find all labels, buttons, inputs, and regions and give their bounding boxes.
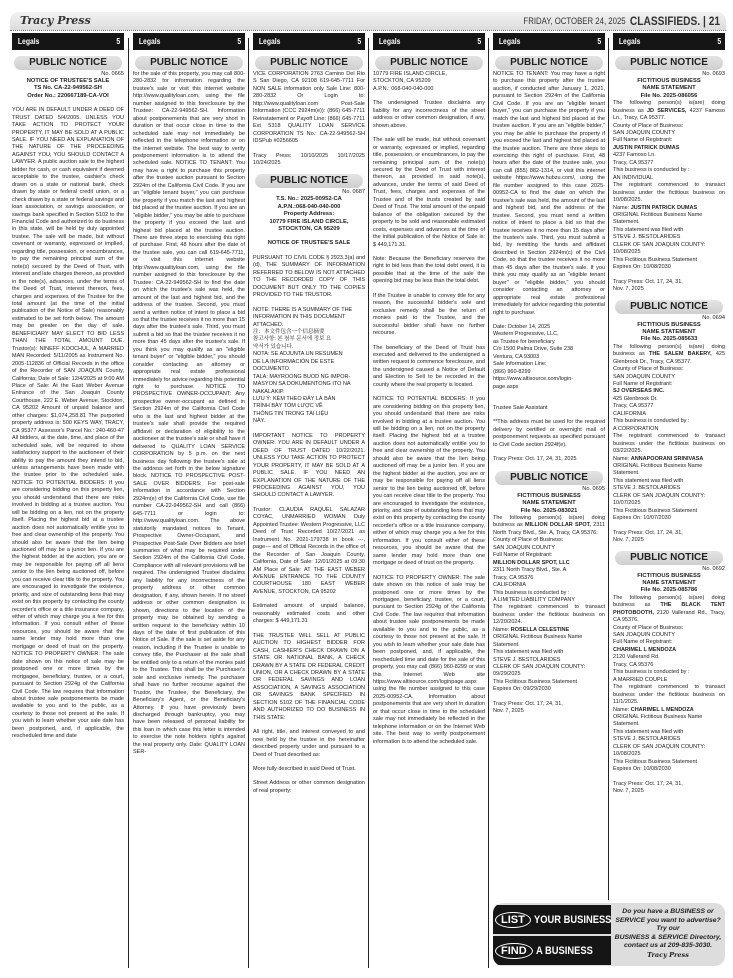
column-header-number: 5	[716, 37, 721, 46]
notice-title-line: File No. 2025-085786	[640, 587, 698, 594]
notice-line: NAKALAKIP.	[253, 388, 285, 395]
notice-line: STEVE J. BESTOLARIDES	[613, 736, 681, 743]
notice-line: THÔNG TIN TRONG TÀI LIỆU	[253, 410, 329, 417]
notice-paragraph	[613, 100, 725, 122]
spacer	[493, 694, 605, 701]
notice-paragraph: IMPORTANT NOTICE TO PROPERTY OWNER: YOU ARE IN DEFAULT UNDER A DEED OF TRUST DATED 10/22/2021. UNLESS YOU TAKE ACTION TO PROTECT YOUR PROPERTY, IT MAY BE SOLD AT A PUBLIC SALE. IF YOU NEED AN EXPLANATION OF THE NATURE OF THE PROCEEDING AGAINST YOU, YOU SHOULD CONTACT A LAWYER.	[253, 432, 365, 499]
notice-line: 참고사항: 본 첨부 문서에 정보 요	[253, 336, 332, 343]
spacer	[493, 398, 605, 405]
notice-line: INFORMATION IN THIS DOCUMENT	[253, 314, 346, 321]
public-notice-heading: PUBLIC NOTICE	[14, 56, 122, 70]
notice-line: Statement.	[613, 470, 640, 477]
notice-title-line: TS No. CA-22-949562-SH	[34, 85, 102, 92]
notice-paragraph	[493, 515, 605, 537]
notice-lines	[253, 307, 365, 426]
public-notice-heading: PUBLIC NOTICE	[495, 56, 603, 70]
notice-line: NOTE: THERE IS A SUMMARY OF THE	[253, 306, 353, 313]
notice-line: This business is conducted by :	[493, 589, 570, 596]
notice-lines	[613, 123, 725, 183]
text-segment: 425 Glenbrook Dr., Tracy, CA 95377.	[613, 351, 725, 365]
notice-line	[613, 205, 725, 212]
column-header	[493, 33, 605, 50]
notice-paragraph: All right, title, and interest conveyed to and now held by the trustee in the hereinafter described property under and pursuant to a Deed of Trust described as:	[253, 729, 365, 758]
notice-line: ATTACHED.	[253, 321, 284, 328]
public-notice-heading: PUBLIC NOTICE	[495, 471, 603, 485]
spacer	[373, 93, 485, 100]
notice-lines	[493, 627, 605, 694]
masthead-divider	[10, 30, 726, 31]
notice-paragraph: The undersigned Trustee disclaims any liability for any incorrectness of the street address or other common designation, if any, shown above.	[373, 100, 485, 129]
text-segment: THE BLACK TENT PHOTOBOOTH,	[613, 602, 725, 616]
notice-lines	[613, 781, 725, 796]
notice-line: TALA: MAYROONG BUOD NG IMPOR-	[253, 373, 351, 380]
notice-title-line: NAME STATEMENT	[522, 500, 576, 507]
notice-title-line: NOTICE OF TRUSTEE'S SALE	[26, 78, 110, 84]
column-header	[373, 33, 485, 50]
legals-column	[253, 33, 365, 968]
notice-title	[253, 240, 365, 247]
notice-line: DOCUMENTO.	[253, 366, 291, 373]
notice-line: This statement was filed with	[613, 728, 684, 735]
notice-lines	[613, 707, 725, 774]
notice-line: Expires On: 09/29/2030	[493, 686, 551, 693]
notice-number: No. 0694	[702, 314, 725, 321]
notice-title-line: 10779 FIRE ISLAND CIRCLE,	[269, 218, 349, 225]
notice-line: This business is conducted by :	[613, 167, 690, 174]
notice-line: Expires On: 10/08/2030	[613, 766, 671, 773]
issue-date: FRIDAY, OCTOBER 24, 2025	[523, 16, 626, 27]
notice-line: MILLION DOLLAR SPOT, LLC	[493, 559, 570, 566]
notice-line: MASYON SA DOKUMENTONG ITO NA	[253, 381, 351, 388]
notice-number: No. 0695	[582, 485, 605, 492]
notice-line: SAN JOAQUIN COUNTY	[613, 632, 676, 639]
list-oval: LIST	[495, 912, 531, 928]
notice-line: This statement was filed with	[493, 649, 564, 656]
notice-title	[12, 78, 124, 100]
notice-lines	[613, 279, 725, 294]
text-segment: 2311 North Tracy Blvd., Ste. A, Tracy, CA 95376.	[493, 522, 605, 536]
notice-line: This business is conducted by :	[613, 669, 690, 676]
notice-line: https://www.altisource.com/login-	[493, 376, 574, 383]
notice-paragraph: NOTICE TO PROPERTY OWNER: The sale date shown on this notice of sale may be postponed one or more times by the mortgagee, beneficiary, trustee, or a court, pursuant to Section 2924g of the California Civil Code. The law requires that information about trustee sale postponements be made available to you and to the public, as a courtesy to those not present at the sale. If you wish to learn whether your sale date has been postponed, and, if applicable, the rescheduled time and date for the sale of this property, you may call (866) 960-8299 or visit this Internet Web site https://www.altisource.com/loginpage.aspx using the file number assigned to this case 2025-00952-CA. Information about postponements that are very short in duration or that occur close in time to the scheduled sale may not immediately be reflected in the telephone information or on the Internet Web site. The best way to verify postponement information is to attend the scheduled sale.	[373, 574, 485, 745]
column-header-label: Legals	[138, 37, 161, 46]
column-divider	[608, 38, 609, 900]
public-notice-heading: PUBLIC NOTICE	[255, 174, 363, 188]
notice-paragraph: Note: Because the Beneficiary reserves the right to bid less than the total debt owed, it is possible that at the time of the sale the opening bid may be less than the total debt.	[373, 255, 485, 285]
notice-title-line: File No. 2025-083021	[520, 507, 578, 514]
notice-number: No. 0687	[342, 189, 365, 196]
text-segment: The following person(s) is(are) doing business as	[613, 100, 725, 114]
text-segment: The following person(s) is(are) doing business as	[613, 343, 725, 358]
notice-line: SJ OVERSEAS INC.	[613, 388, 665, 395]
notice-line: SAN JOAQUIN COUNTY	[613, 373, 676, 380]
notice-title-line: Order No.: 220667189-CA-VOI	[27, 92, 109, 99]
notice-number: No. 0692	[702, 565, 725, 572]
notice-paragraph: More fully described in said Deed of Trust.	[253, 765, 356, 772]
notice-line: ORIGINAL Fictitious Business Name	[493, 634, 583, 641]
public-notice-heading: PUBLIC NOTICE	[375, 56, 483, 70]
notice-line: County of Place of Business:	[613, 122, 684, 129]
notice-title	[253, 196, 365, 233]
notice-title-line: NAME STATEMENT	[642, 579, 696, 586]
notice-line: This Fictitious Business Statement	[613, 256, 698, 263]
notice-paragraph: for the sale of this property, you may call 800-280-2832 for information regarding the trustee's sale or visit this internet website http://www.qualityloan.com, using the file number assigned to this foreclosure by the Trustee: CA-22-949562-SH. Information about postponements that are very short in duration or that occur close in time to the scheduled sale may not immediately be reflected in the telephone information or on the internet website. The best way to verify postponement information is to attend the scheduled sale. NOTICE TO TENANT: You may have a right to purchase this property after the trustee auction pursuant to Section 2924m of the California Civil Code. If you are an "eligible tenant buyer," you can purchase the property if you match the last and highest bid placed at the trustee auction. If you are an "eligible bidder," you may be able to purchase the property if you exceed the last and highest bid placed at the trustee auction. There are three steps to exercising this right of purchase. First, 48 hours after the date of the trustee sale, you can call 619-645-7711, or visit this internet website http://www.qualityloan.com, using the file number assigned to this foreclosure by the Trustee: CA-22-949562-SH to find the date on which the trustee's sale was held, the amount of the last and highest bid, and the address of the trustee. Second, you must send a written notice of intent to place a bid so that the trustee receives it no more than 15 days after the trustee's sale. Third, you must submit a bid so that the trustee receives it no more than 45 days after the trustee's sale. If you think you may qualify as an "eligible tenant buyer" or "eligible bidder," you should consider contacting an attorney or appropriate real estate professional immediately for advice regarding this potential right to purchase. NOTICE TO PROSPECTIVE OWNER-OCCUPANT: Any prospective owner-occupant as defined in Section 2924m of the California Civil Code who is the last and highest bidder at the trustee's sale shall provide the required affidavit or declaration of eligibility to the auctioneer at the trustee's sale or shall have it delivered to QUALITY LOAN SERVICE CORPORATION by 5 p.m. on the next business day following the trustee's sale at the address set forth in the below signature block. NOTICE TO PROSPECTIVE POST-SALE OVER BIDDERS: For post-sale information in accordance with Section 2924m(e) of the California Civil Code, use file number CA-22-949562-SH and call (866) 645-7711 or login to: http://www.qualityloan.com. The above statutorily mandated notices to Tenant, Prospective Owner-Occupant, and Prospective Post-Sale Over Bidders are brief summaries of what may be required under Section 2924m of the California Civil Code. Compliance with all relevant provisions will be required. The undersigned Trustee disclaims any liability for any incorrectness of the property address or other common designation, if any, shown herein. If no street address or other common designation is shown, directions to the location of the property may be obtained by sending a written request to the beneficiary within 10 days of the date of first publication of this Notice of Sale. If the sale is set aside for any reason, including if the Trustee is unable to convey title, the Purchaser at the sale shall be entitled only to a return of the monies paid to the Trustee. This shall be the Purchaser's sole and exclusive remedy. The purchaser shall have no further recourse against the Trustor, the Trustee, the Beneficiary, the Beneficiary's Agent, or the Beneficiary's Attorney. If you have previously been discharged through bankruptcy, you may have been released of personal liability for this loan in which case this letter is intended to exercise the note holders right's against the real property only. Date: QUALITY LOAN SER-	[133, 71, 245, 756]
notice-line: This business is conducted by :	[613, 418, 690, 425]
notice-line: as Trustee for beneficiary	[493, 338, 555, 345]
notice-line: 425 Glenbrook Dr.	[613, 395, 658, 402]
notice-paragraph: The registrant commenced to transact business under the fictitious business on 10/08/2025.	[613, 182, 725, 204]
notice-lines	[613, 625, 725, 685]
column-divider	[248, 38, 249, 968]
spacer	[613, 774, 725, 781]
notice-line: ORIGINAL Fictitious Business Name	[613, 212, 703, 219]
notice-line: NOTA: SE ADJUNTA UN RESUMEN	[253, 351, 343, 358]
notice-line: 10/07/2025	[613, 500, 641, 507]
column-divider	[128, 38, 129, 968]
notice-line: C/o 1500 Palma Drive, Suite 238	[493, 346, 574, 353]
text-segment: Name:	[613, 706, 631, 713]
notice-lines	[373, 71, 485, 93]
notice-paragraph: YOU ARE IN DEFAULT UNDER A DEED OF TRUST DATED 5/4/2005. UNLESS YOU TAKE ACTION TO PROTECT YOUR PROPERTY, IT MAY BE SOLD AT A PUBLIC SALE. IF YOU NEED AN EXPLANATION OF THE NATURE OF THE PROCEEDING AGAINST YOU, YOU SHOULD CONTACT A LAWYER. A public auction sale to the highest bidder for cash, or cash equivalent if deemed acceptable to the trustee, cashier's check drawn on a state or national bank, check drawn by state or federal credit union, or a check drawn by a state or federal savings and loan association, or savings association, or savings bank specified in Section 5102 to the Financial Code and authorized to do business in this state, will be held by duly appointed trustee. The sale will be made, but without covenant or warranty, expressed or implied, regarding title, possession, or encumbrances, to pay the remaining principal sum of the note(s) secured by the Deed of Trust, with interest and late charges thereon, as provided in the note(s), advances, under the terms of the Deed of Trust, interest thereon, fees, charges and expenses of the Trustee for the total amount (at the time of the initial publication of the Notice of Sale) reasonably estimated to be set forth below. The amount may be greater on the day of sale. BENEFICIARY MAY ELECT TO BID LESS THAN THE TOTAL AMOUNT DUE. Trustor(s): NINEFF KOOCHUL, A MARRIED MAN Recorded: 5/11/2005 as Instrument No. 2005-112836 of Official Records in the office of the Recorder of SAN JOAQUIN County, California; Date of Sale: 12/4/2025 at 9:00 AM Place of Sale: At the East Weber Avenue Entrance of the San Joaquin County Courthouse, 222 E. Weber Avenue, Stockton, CA 95202 Amount of unpaid balance and other charges: $1,074,258.81 The purported property address is: 500 KEYS WAY, TRACY, CA 95377 Assessor's Parcel No.: 240-460-47 All bidders, at the date, time, and place of the scheduled sale, will be required to show satisfactory support to the auctioneer of their ability to pay the amount they intend to bid, unless arrangements have been made with the trustee prior to the scheduled sale. NOTICE TO POTENTIAL BIDDERS: If you are considering bidding on this property lien, you should understand that there are risks involved in bidding at a trustee auction. You will be bidding on a lien, not on the property itself. Placing the highest bid at a trustee auction does not automatically entitle you to free and clear ownership of the property. You should also be aware that the lien being auctioned off may be a junior lien. If you are the highest bidder at the auction, you are or may be responsible for paying off all liens senior to the lien being auctioned off, before you can receive clear title to the property. You are encouraged to investigate the existence, priority, and size of outstanding liens that may exist on this property by contacting the county recorder's office or a title insurance company, either of which may charge you a fee for this information. If you consult either of these resources, you should be aware that the same lender may hold more than one mortgage or deed of trust on the property. NOTICE TO PROPERTY OWNER: The sale date shown on this notice of sale may be postponed one or more times by the mortgagee, beneficiary, trustee, or a court, pursuant to Section 2924g of the California Civil Code. The law requires that information about trustee sale postponements be made available to you and to the public, as a courtesy to those not present at the sale. If you wish to learn whether your sale date has been postponed, and, if applicable, the rescheduled time and date	[12, 107, 124, 740]
notice-title-line: File No. 2025-085633	[640, 336, 698, 343]
text-segment: ROSELLA CELESTINE	[510, 626, 570, 633]
business-directory-ad[interactable]	[493, 903, 725, 966]
notice-line: Western Progressive, LLC,	[493, 331, 559, 338]
notice-line	[613, 707, 725, 714]
notice-line: County of Place of Business:	[613, 366, 684, 373]
notice-paragraph: The sale will be made, but without covenant or warranty, expressed or implied, regarding title, possession, or encumbrances, to pay the remaining principal sum of the note(s) secured by the Deed of Trust with interest thereon, as provided in said note(s), advances, under the terms of said Deed of Trust, fees, charges and expenses of the Trustee and of the trusts created by said Deed of Trust. The total amount of the unpaid balance of the obligation secured by the property to be sold and reasonable estimated costs, expenses and advances at the time of the initial publication of the Notice of Sale is: $ 449,171.31.	[373, 137, 485, 248]
text-segment: The following person(s) is(are) doing business as	[613, 594, 725, 609]
notice-paragraph: Trustor: CLAUDIA RAQUEL SALAZAR COYAC, UNMARRIED WOMAN Duly Appointed Trustee: Western Progressive, LLC Deed of Trust Recorded 10/27/2021 as Instrument No. 2021-179738 in book ---, page--- and of Official Records in the office of the Recorder of San Joaquin County, California, Date of Sale: 12/01/2025 at 09:30 AM Place of Sale: AT THE EAST WEBER AVENUE ENTRANCE TO THE COUNTY COURTHOUSE 180 EAST WEBER AVENUE, STOCKTON, CA 95202	[253, 506, 365, 595]
notice-paragraph: Tracy Press: 10/10/2025 10/17/2025 10/24/2025	[253, 152, 365, 166]
notice-line: SAN JOAQUIN COUNTY	[493, 544, 556, 551]
spacer	[613, 523, 725, 530]
column-header-number: 5	[596, 37, 601, 46]
notice-paragraph: The registrant commenced to transact business under the fictitious business on 03/22/2025.	[613, 433, 725, 455]
notice-title-line: FICTITIOUS BUSINESS	[517, 492, 581, 499]
ad-line: contact us at 209-835-3030.	[623, 942, 713, 950]
notice-paragraph	[613, 595, 725, 625]
notice-title-line: NOTICE OF TRUSTEE'S SALE	[267, 240, 351, 247]
notice-title-line: STOCKTON, CA 95209	[278, 226, 340, 233]
text-segment: MILLION DOLLAR SPOT,	[525, 522, 591, 529]
notice-line: 注：本文件包含一个信息摘要	[253, 328, 325, 335]
public-notice-heading: PUBLIC NOTICE	[615, 551, 723, 565]
legals-column	[133, 33, 245, 968]
notice-paragraph: **This address must be used for the required delivery by certified or overnight mail of postponement requests as specified pursuant to Civil Code section 2924f(e).	[493, 419, 605, 448]
column-header-number: 5	[356, 37, 361, 46]
list-your-business-banner	[493, 905, 611, 934]
spacer	[253, 248, 365, 255]
notice-paragraph: NOTICE TO POTENTIAL BIDDERS: If you are considering bidding on this property lien, you should understand that there are risks involved in bidding at a trustee auction. You will be bidding on a lien, not on the property itself. Placing the highest bid at a trustee auction does not automatically entitle you to free and clear ownership of the property. You should also be aware that the lien being auctioned off may be a junior lien. If you are the highest bidder at the auction, you are or may be responsible for paying off all liens senior to the lien being auctioned off, before you can receive clear title to the property. You are encouraged to investigate the existence, priority, and size of outstanding liens that may exist on this property by contacting the county recorder's office or a title insurance company, either of which may charge you a fee for this information. If you consult either of these resources, you should be aware that the same lender may hold more than one mortgage or deed of trust on the property.	[373, 396, 485, 567]
notice-line: Tracy Press: Oct. 17, 24, 31,	[613, 278, 683, 285]
notice-line: AN INDIVIDUAL	[613, 174, 654, 181]
notice-paragraph: NOTICE TO TENANT: You may have a right to purchase this property after the trustee auction, if conducted after January 1, 2021, pursuant to Section 2924m of the California Civil Code. If you are an "eligible tenant buyer," you can purchase the property if you match the last and highest bid placed at the trustee auction. If you are an "eligible bidder," you may be able to purchase the property if you exceed the last and highest bid placed at the trustee auction. There are three steps to exercising this right of purchase. First, 48 hours after the date of the trustee sale, you can call (855) 882-1314, or visit this internet website https://www.hubzu.com/, using the file number assigned to this case 2025-00952-CA to find the date on which the trustee's sale was held, the amount of the last and highest bid, and the address of the trustee. Second, you must send a written notice of intent to place a bid so that the trustee receives it no more than 15 days after the trustee's sale. Third, you must submit a bid, by remitting the funds and affidavit described in Section 2924m(c) of the Civil Code, so that the trustee receives it no more than 45 days after the trustee's sale. If you think you may qualify as an "eligible tenant buyer" or "eligible bidder," you should consider contacting an attorney or appropriate real estate professional immediately for advice regarding this potential right to purchase.	[493, 71, 605, 316]
public-notice-heading: PUBLIC NOTICE	[615, 300, 723, 314]
notice-line: Date: October 14, 2025	[493, 323, 551, 330]
list-rest: YOUR BUSINESS	[533, 913, 612, 926]
text-segment: 2120 Vallerand Rd., Tracy, CA 95376.	[613, 609, 725, 624]
legals-column	[493, 33, 605, 903]
notice-number: No. 0665	[101, 71, 124, 77]
column-header	[12, 33, 124, 50]
public-notice-heading: PUBLIC NOTICE	[135, 56, 243, 70]
notice-paragraph: The registrant commenced to transact business under the fictitious business on 11/1/2025.	[613, 684, 725, 706]
notice-line: STOCKTON, CA 95209	[373, 78, 431, 85]
notice-line: STEVE J. BESTOLARIDES	[613, 485, 681, 492]
notice-line: This statement was filed with	[613, 477, 684, 484]
text-segment: 4237 Famoso Ln., Tracy, CA 95377.	[613, 107, 725, 122]
notice-line: 4237 Famoso Ln.	[613, 152, 656, 159]
notice-line: County of Place of Business:	[493, 537, 564, 544]
notice-line: Full Name of Registrant:	[493, 552, 553, 559]
notice-line: A CORPORATION	[613, 425, 659, 432]
notice-lines	[613, 530, 725, 545]
notice-line: CLERK OF SAN JOAQUIN COUNTY:	[613, 743, 706, 750]
notice-line: Expires On: 10/08/2030	[613, 264, 671, 271]
notice-line: CHARIMEL L MENDOZA	[613, 646, 677, 653]
notice-line: ORIGINAL Fictitious Business Name	[613, 714, 703, 721]
find-rest: A BUSINESS	[535, 944, 593, 957]
section-title: CLASSIFIEDS. | 21	[629, 14, 720, 28]
notice-line: A MARRIED COUPLE	[613, 676, 668, 683]
text-segment: ANNAPOORANI SRINIVASA	[630, 455, 704, 462]
notice-line: JUSTIN PATRICK DUMAS	[613, 144, 680, 151]
text-segment: Name:	[613, 204, 631, 211]
notice-paragraph: Tracy Press: Oct. 17, 24, 31, 2025	[493, 456, 577, 463]
text-segment: JUSTIN PATRICK DUMAS	[630, 204, 698, 211]
text-segment: Name:	[493, 626, 511, 633]
column-header	[133, 33, 245, 50]
notice-line: CALIFORNIA	[493, 582, 527, 589]
notice-line: CLERK OF SAN JOAQUIN COUNTY:	[613, 241, 706, 248]
notice-line: 2311 North Tracy Blvd., Ste. A	[493, 567, 567, 574]
notice-title-line: FICTITIOUS BUSINESS	[637, 321, 701, 328]
notice-line: A.P.N.: 068-040-040-000	[373, 85, 434, 92]
notice-title-line: FICTITIOUS BUSINESS	[637, 572, 701, 579]
notice-line: Statement.	[493, 641, 520, 648]
notice-line: Full Name of Registrant:	[613, 381, 673, 388]
notice-line: County of Place of Business:	[613, 624, 684, 631]
text-segment: THE SALEM BAKERY,	[648, 351, 712, 358]
ad-line: BUSINESS & SERVICE Directory,	[614, 933, 722, 941]
notice-line: NÀY.	[253, 418, 266, 425]
text-segment: Name:	[613, 455, 631, 462]
notice-paragraph: Trustee Sale Assistant	[493, 405, 548, 412]
notice-line: Nov. 7, 2025	[613, 286, 644, 293]
notice-line: 10/08/2025	[613, 751, 641, 758]
notice-line: Tracy, CA 95376	[613, 661, 654, 668]
notice-line: This Fictitious Business Statement	[613, 758, 698, 765]
spacer	[12, 100, 124, 107]
notice-title	[613, 573, 725, 595]
notice-line: Tracy Press: Oct. 17, 24, 31,	[613, 780, 683, 787]
notice-paragraph: PURSUANT TO CIVIL CODE § 2923.3(a) and (d), THE SUMMARY OF INFORMATION REFERRED TO BELOW IS NOT ATTACHED TO THE RECORDED COPY OF THIS DOCUMENT BUT ONLY TO THE COPIES PROVIDED TO THE TRUSTOR.	[253, 254, 365, 299]
legals-column	[373, 33, 485, 968]
notice-line: SAN JOAQUIN COUNTY	[613, 130, 676, 137]
column-header	[613, 33, 725, 50]
notice-title	[493, 493, 605, 515]
notice-line: 2120 Vallerand Rd.	[613, 654, 660, 661]
notice-line	[493, 627, 605, 634]
notice-line: Statement.	[613, 721, 640, 728]
notice-line: Nov. 7, 2025	[613, 537, 644, 544]
notice-line: Nov. 7, 2025	[613, 788, 644, 795]
notice-line: CLERK OF SAN JOAQUIN COUNTY:	[493, 664, 586, 671]
column-header-label: Legals	[258, 37, 281, 46]
notice-lines	[613, 205, 725, 272]
notice-line: Sale Information Line:	[493, 361, 547, 368]
notice-line: Full Name of Registrant:	[613, 137, 673, 144]
column-header-number: 5	[236, 37, 241, 46]
notice-line: TRÌNH BÀY TÓM LƯỢC VỀ	[253, 403, 323, 410]
spacer	[613, 272, 725, 279]
notice-lines	[493, 701, 605, 716]
notice-number: No. 0693	[702, 71, 725, 77]
notice-line: A LIMITED LIABILITY COMPANY	[493, 596, 576, 603]
spacer	[493, 391, 605, 398]
masthead	[10, 12, 726, 30]
ad-line: SERVICE you want to advertise?	[615, 916, 721, 924]
notice-line: Nov. 7, 2025	[493, 708, 524, 715]
column-header-label: Legals	[498, 37, 521, 46]
column-divider	[368, 38, 369, 968]
notice-line: STEVE J. BESTOLARIDES	[493, 656, 561, 663]
notice-title-line: NAME STATEMENT	[642, 328, 696, 335]
column-header-label: Legals	[378, 37, 401, 46]
notice-line: page.aspx	[493, 383, 519, 390]
notice-line: CALIFORNIA	[613, 410, 647, 417]
notice-line: Statement.	[613, 219, 640, 226]
ad-logo: Tracy Press	[647, 950, 689, 959]
notice-title-line: T.S. No.: 2025-00952-CA	[276, 196, 342, 203]
notice-line: Tracy Press: Oct. 17, 24, 31,	[613, 529, 683, 536]
ad-line: Do you have a BUSINESS or	[622, 908, 714, 915]
notice-title	[613, 78, 725, 100]
column-header-label: Legals	[618, 37, 641, 46]
notice-paragraph: Street Address or other common designation of real property:	[253, 780, 365, 794]
notice-paragraph: The beneficiary of the Deed of Trust has executed and delivered to the undersigned a written request to commence foreclosure, and the undersigned caused a Notice of Default and Election to Sell to be recorded in the county where the real property is located.	[373, 344, 485, 388]
notice-line: This Fictitious Business Statement	[613, 507, 698, 514]
public-notice-heading: PUBLIC NOTICE	[255, 56, 363, 70]
legals-column	[613, 33, 725, 903]
spacer	[253, 426, 365, 433]
notice-title-line: FICTITIOUS BUSINESS	[637, 78, 701, 84]
ad-line: Try our	[656, 925, 680, 933]
notice-line: 10/08/2025	[613, 249, 641, 256]
find-a-business-banner	[493, 936, 611, 965]
notice-line: CLERK OF SAN JOAQUIN COUNTY:	[613, 492, 706, 499]
notice-line: Tracy, CA 95377	[613, 403, 654, 410]
notice-line: Tracy, CA 95377	[613, 159, 654, 166]
text-segment: The following person(s) is(are) doing business as	[493, 514, 605, 529]
notice-line: Tracy Press: Oct. 17, 24, 31,	[493, 700, 563, 707]
notice-line: This statement was filed with	[613, 226, 684, 233]
column-header-number: 5	[476, 37, 481, 46]
notice-line: ORIGINAL Fictitious Business Name	[613, 463, 703, 470]
notice-line: (866) 960-8299	[493, 368, 531, 375]
notice-title-line: File No. 2025-086056	[640, 92, 698, 99]
column-header-number: 5	[115, 37, 120, 46]
notice-line: STEVE J. BESTOLARIDES	[613, 234, 681, 241]
notice-paragraph	[613, 344, 725, 366]
text-segment: JD SERVICES,	[646, 107, 687, 114]
notice-line: Expires On: 10/07/2030	[613, 515, 671, 522]
notice-line: LƯU Ý: KÈM THEO ĐÂY LÀ BẢN	[253, 396, 336, 403]
spacer	[253, 233, 365, 240]
notice-paragraph: Estimated amount of unpaid balance, reasonably estimated costs and other charges: $ 449,171.31	[253, 603, 365, 625]
notice-paragraph: THE TRUSTEE WILL SELL AT PUBLIC AUCTION TO HIGHEST BIDDER FOR CASH, CASHIER'S CHECK DRAWN ON A STATE OR NATIONAL BANK, A CHECK DRAWN BY A STATE OR FEDERAL CREDIT UNION, OR A CHECK DRAWN BY A STATE OR FEDERAL SAVINGS AND LOAN ASSOCIATION, A SAVINGS ASSOCIATION OR SAVINGS BANK SPECIFIED IN SECTION 5102 OF THE FINANCIAL CODE AND AUTHORIZED TO DO BUSINESS IN THIS STATE:	[253, 632, 365, 721]
notice-line: 09/29/2025	[493, 671, 521, 678]
find-oval: FIND	[495, 943, 533, 959]
notice-line: DE LA INFORMACIÓN DE ESTE	[253, 358, 335, 365]
notice-title-line: A.P.N.:068-040-040-000	[277, 203, 341, 210]
notice-line	[613, 456, 725, 463]
notice-line: This Fictitious Business Statement	[493, 678, 578, 685]
notice-title-line: Property Address:	[283, 211, 335, 218]
notice-line: 10779 FIRE ISLAND CIRCLE,	[373, 71, 447, 77]
legals-column	[12, 33, 124, 968]
notice-lines	[493, 324, 605, 391]
notice-line: Ventura, CA 93003	[493, 353, 540, 360]
notice-paragraph: If the Trustee is unable to convey title for any reason, the successful bidder's sole and exclusive remedy shall be the return of monies paid to the Trustee, and the successful bidder shall have no further recourse.	[373, 292, 485, 337]
notice-lines	[493, 537, 605, 604]
text-segment: CHARIMEL L MENDOZA	[630, 706, 694, 713]
notice-lines	[613, 366, 725, 433]
notice-paragraph: The registrant commenced to transact business under the fictitious business on 12/20/2024.	[493, 604, 605, 626]
column-header	[253, 33, 365, 50]
notice-title-line: NAME STATEMENT	[642, 85, 696, 92]
notice-line: 약서가 있습니다.	[253, 343, 294, 350]
tracy-press-logo: Tracy Press	[20, 14, 91, 27]
column-divider	[488, 38, 489, 968]
column-header-label: Legals	[17, 37, 40, 46]
ad-copy	[613, 908, 723, 960]
public-notice-heading: PUBLIC NOTICE	[615, 56, 723, 70]
notice-line: Tracy, CA 95376	[493, 574, 534, 581]
notice-title	[613, 322, 725, 344]
notice-lines	[613, 456, 725, 523]
notice-line: Full Name of Registrant:	[613, 639, 673, 646]
notice-paragraph: VICE CORPORATION 2763 Camino Del Rio S San Diego, CA 92108 619-645-7711 For NON SALE information only Sale Line: 800-280-2832 Or Login to: http://www.qualityloan.com Post-Sale Information (CCC 2924m(e)): (866) 645-7711 Reinstatement or Payoff Line: (866) 645-7711 Ext 5318 QUALITY LOAN SERVICE CORPORATION TS No.: CA-22-949562-SH IDSPub #0256605	[253, 71, 365, 145]
